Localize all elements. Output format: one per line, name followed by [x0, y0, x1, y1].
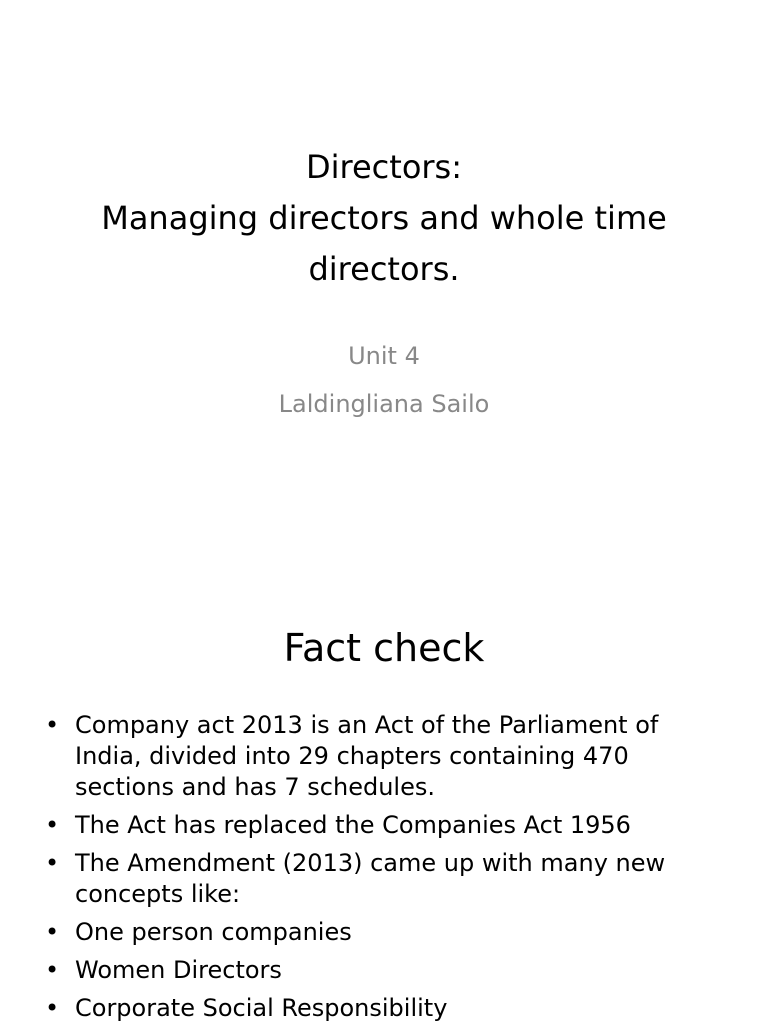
bullet-text: The Act has replaced the Companies Act 1956: [75, 811, 631, 839]
bullet-icon: •: [45, 918, 60, 946]
fact-check-slide: [0, 576, 768, 1024]
bullet-list: [40, 710, 730, 1024]
bullet-icon: •: [45, 994, 60, 1022]
title-line-2: Managing directors and whole time: [101, 199, 667, 237]
subtitle-author: Laldingliana Sailo: [278, 390, 490, 418]
list-item: [40, 917, 730, 948]
list-item: [40, 710, 730, 803]
fact-check-title: Fact check: [283, 626, 485, 670]
bullet-icon: •: [45, 849, 60, 877]
bullet-icon: •: [45, 811, 60, 839]
bullet-text: The Amendment (2013) came up with many new: [75, 849, 666, 877]
list-item: [40, 848, 730, 910]
title-line-3: directors.: [308, 250, 460, 288]
bullet-text: Corporate Social Responsibility: [75, 994, 448, 1022]
title-line-1: Directors:: [306, 148, 462, 186]
bullet-text: India, divided into 29 chapters containing 470: [75, 742, 629, 770]
bullet-text: sections and has 7 schedules.: [75, 773, 435, 801]
list-item: [40, 810, 730, 841]
list-item: [40, 993, 730, 1024]
subtitle-unit: Unit 4: [348, 342, 420, 370]
bullet-text: Women Directors: [75, 956, 282, 984]
bullet-text: concepts like:: [75, 880, 241, 908]
list-item: [40, 955, 730, 986]
slide-title: [40, 142, 728, 295]
bullet-text: One person companies: [75, 918, 352, 946]
slide-subtitle: [40, 332, 728, 428]
bullet-text: Company act 2013 is an Act of the Parliament of: [75, 711, 659, 739]
bullet-icon: •: [45, 711, 60, 739]
bullet-icon: •: [45, 956, 60, 984]
